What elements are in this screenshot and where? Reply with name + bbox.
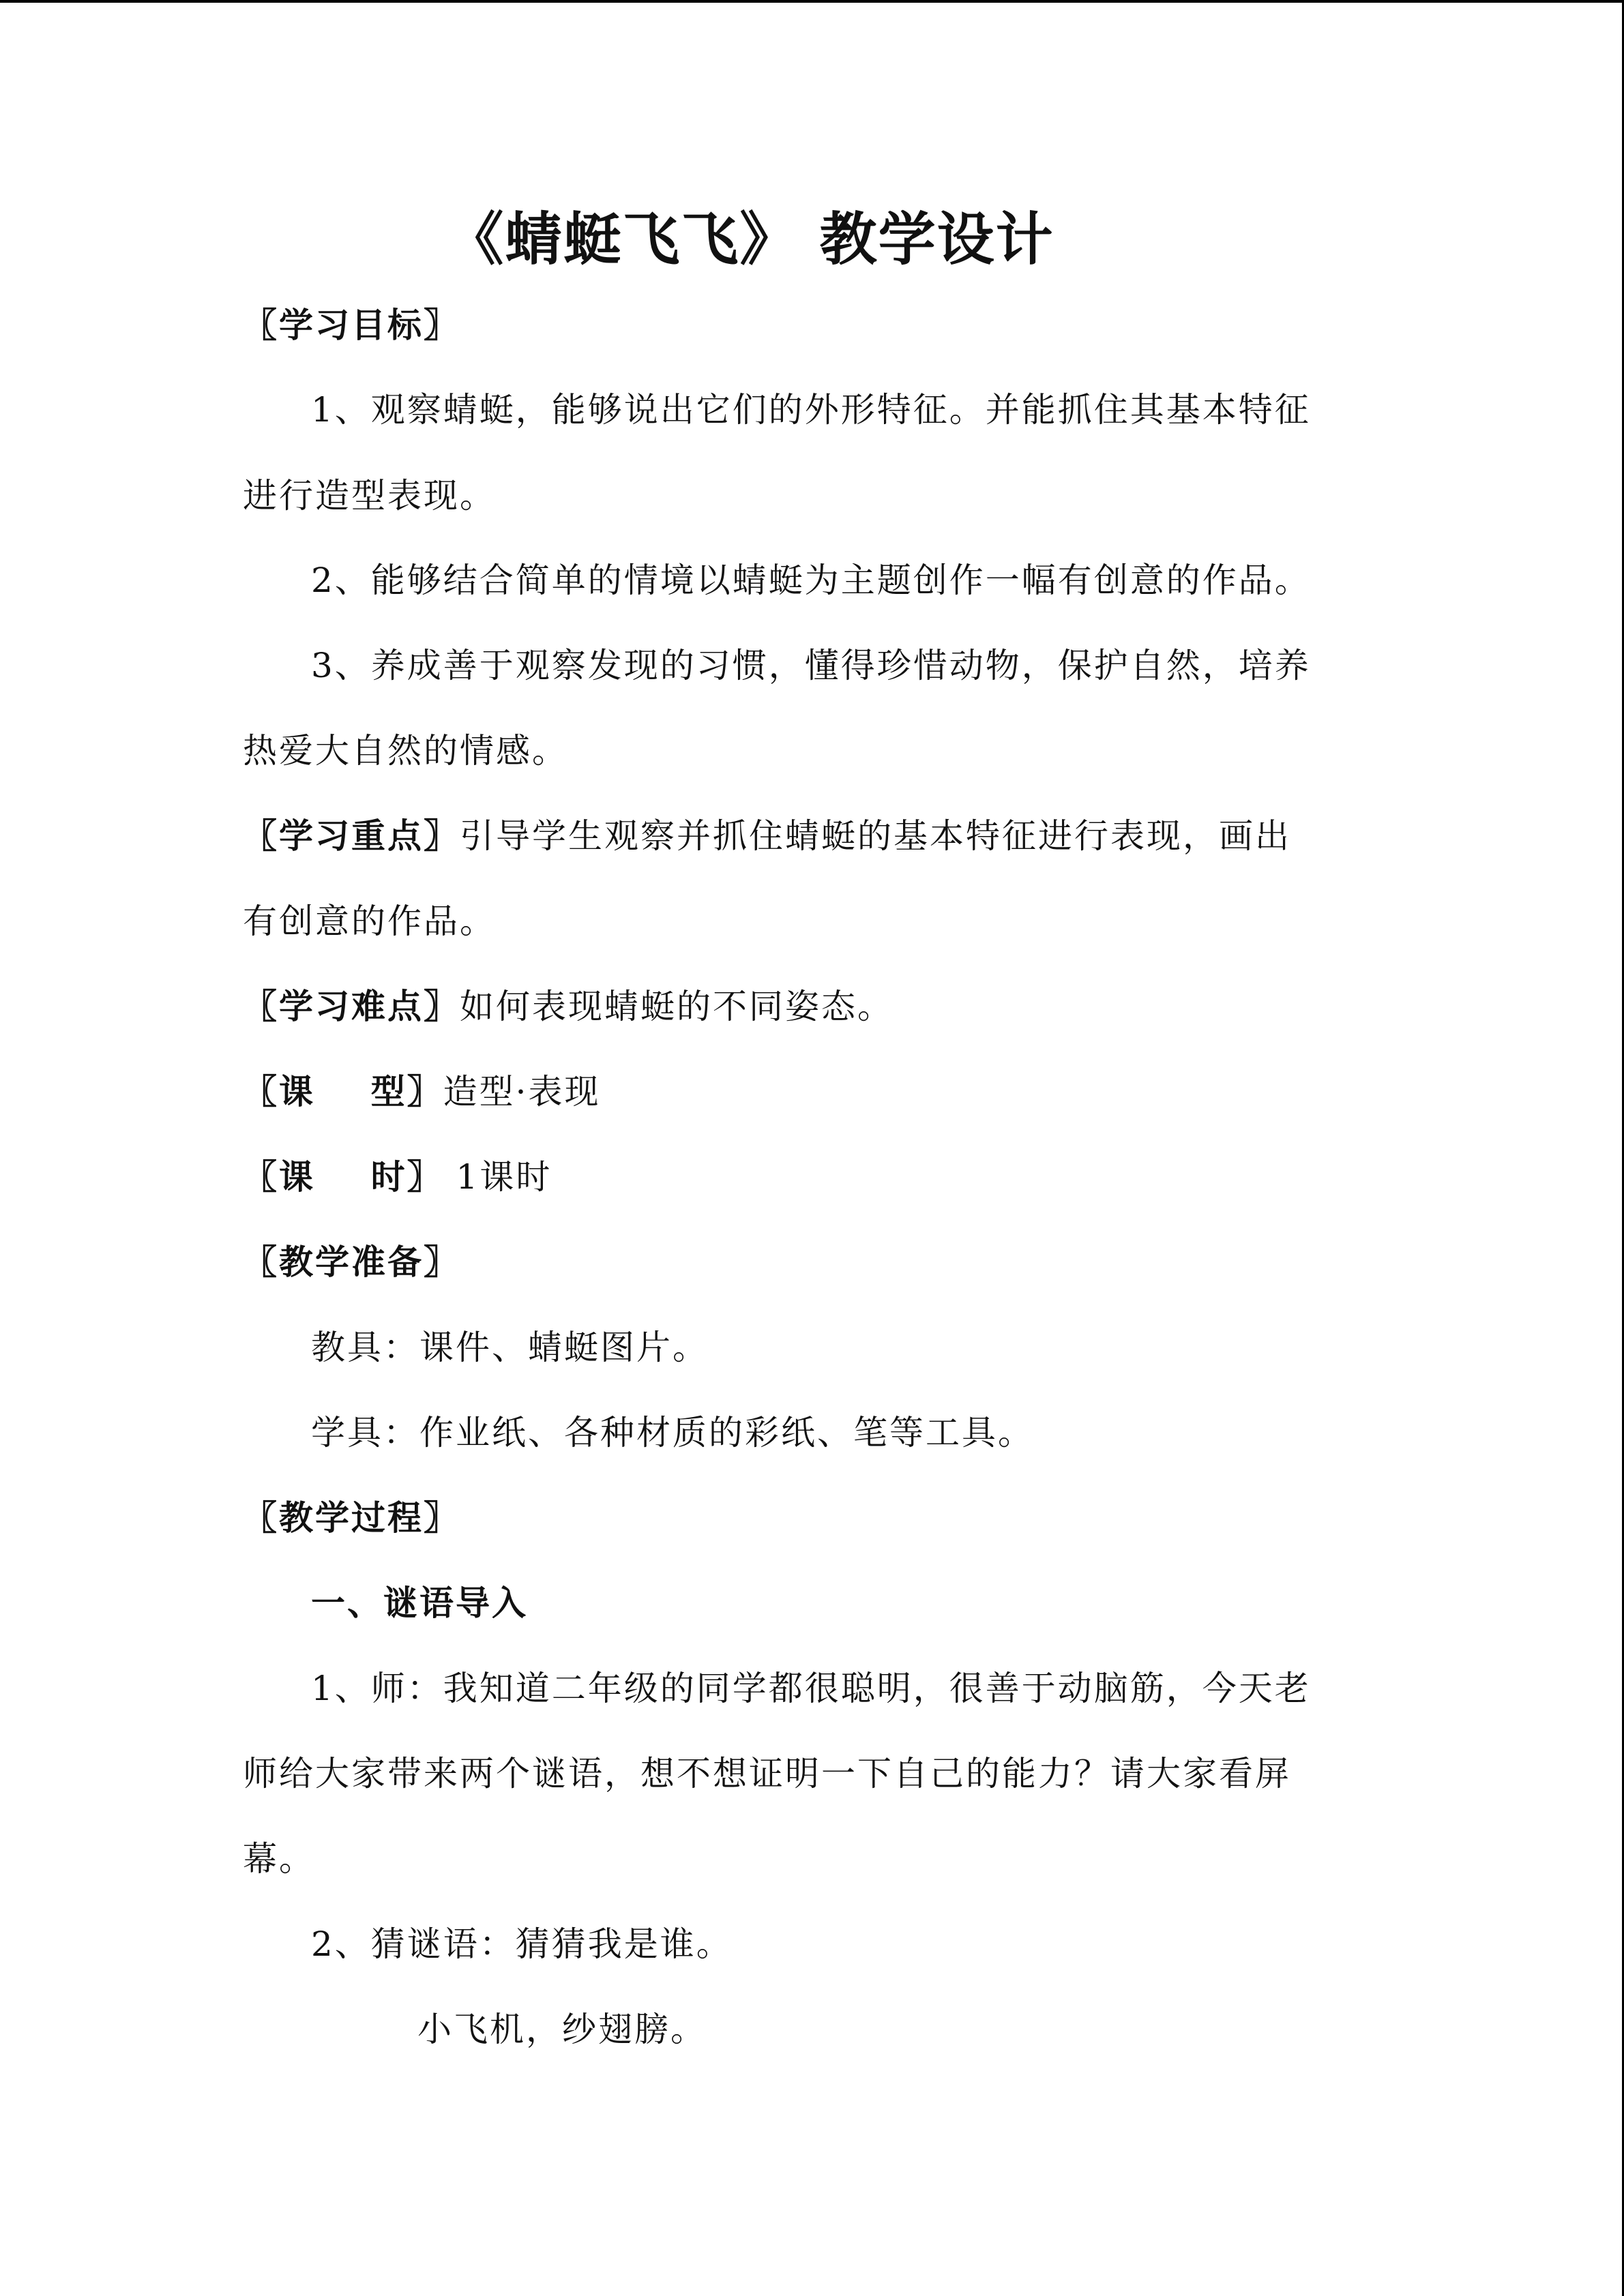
student-tools: 学具：作业纸、各种材质的彩纸、笔等工具。: [311, 1413, 1034, 1452]
objective-2: 2、能够结合简单的情境以蜻蜓为主题创作一幅有创意的作品。: [311, 561, 1311, 600]
lesson-type-label: 〖课 型〗: [243, 1071, 443, 1112]
lesson-hours-label: 〖课 时〗: [243, 1157, 443, 1197]
lesson-hours-text: 1课时: [443, 1157, 552, 1197]
difficulty-line: [243, 983, 894, 1030]
document-title: 《蜻蜓飞飞》 教学设计: [446, 205, 1054, 273]
step-1-line-1: 1、师：我知道二年级的同学都很聪明，很善于动脑筋，今天老: [311, 1669, 1311, 1708]
key-points-line-2: 有创意的作品。: [243, 901, 496, 941]
difficulty-text: 如何表现蜻蜓的不同姿态。: [460, 987, 894, 1026]
step-2: 2、猜谜语：猜猜我是谁。: [311, 1924, 733, 1964]
objective-1-line-2: 进行造型表现。: [243, 476, 496, 516]
objective-1-line-1: 1、观察蜻蜓，能够说出它们的外形特征。并能抓住其基本特征: [311, 390, 1311, 430]
lesson-hours-line: [243, 1153, 552, 1201]
step-1-line-2: 师给大家带来两个谜语，想不想证明一下自己的能力？请大家看屏: [243, 1754, 1291, 1793]
step-1-line-3: 幕。: [243, 1839, 315, 1879]
difficulty-label: 〖学习难点〗: [243, 986, 460, 1026]
objectives-heading: 〖学习目标〗: [243, 305, 460, 345]
key-points-line-1: [243, 812, 1291, 860]
objective-3-line-2: 热爱大自然的情感。: [243, 731, 568, 771]
section-1-title: 一、谜语导入: [311, 1583, 528, 1623]
lesson-type-text: 造型·表现: [443, 1072, 601, 1112]
process-heading: 〖教学过程〗: [243, 1497, 460, 1538]
preparation-heading: 〖教学准备〗: [243, 1242, 460, 1282]
objective-3-line-1: 3、养成善于观察发现的习惯，懂得珍惜动物，保护自然，培养: [311, 646, 1311, 685]
lesson-type-line: [243, 1068, 601, 1116]
key-points-label: 〖学习重点〗: [243, 816, 460, 856]
riddle-line-1: 小飞机，纱翅膀。: [417, 2010, 707, 2049]
key-points-text: 引导学生观察并抓住蜻蜓的基本特征进行表现，画出: [460, 816, 1291, 856]
teacher-tools: 教具：课件、蜻蜓图片。: [311, 1328, 709, 1367]
